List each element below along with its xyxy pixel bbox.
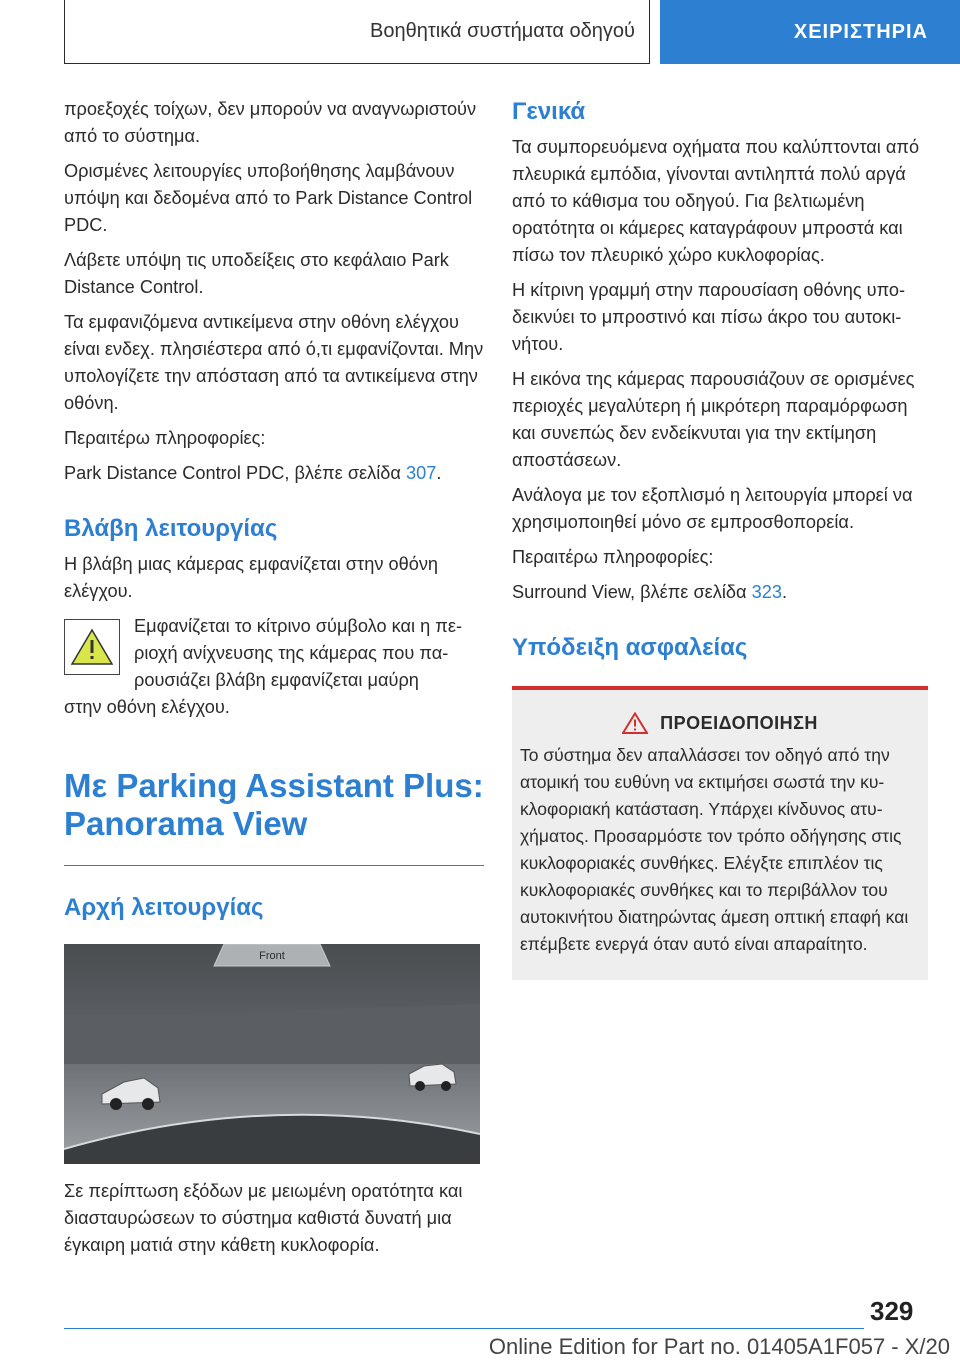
- footer-divider: [64, 1328, 864, 1329]
- main-heading: Με Parking Assistant Plus: Panorama View: [64, 767, 484, 866]
- sv-page-link[interactable]: 323: [751, 582, 782, 602]
- header-section-title: Βοηθητικά συστήματα οδηγού: [370, 20, 635, 42]
- safety-heading: Υπόδειξη ασφαλείας: [512, 634, 748, 661]
- footer-edition: Online Edition for Part no. 01405A1F057 - X/20: [488, 1334, 950, 1359]
- warning-text: Το σύστημα δεν απαλλάσσει τον οδηγό από την ατομική του ευθύνη να εκτιμήσει σωστά την κυκλοφοριακή κατάσταση. Υπάρχει κίνδυνος ατυχήματος. Προσαρμόστε τον τρόπο οδήγησης στις κυκλοφοριακές συνθήκες. Ελέγξτε επιπλέον τις κυκλοφοριακές συνθήκες και το περιβάλλον του αυτοκινήτου διατηρώντας άμεση οπτική επαφή και επέμβετε ενεργά όταν αυτό είναι απαραίτητο.: [520, 745, 909, 954]
- paragraph: Σε περίπτωση εξόδων με μειωμένη ορατότητα και διασταυρώσεων το σύστημα καθιστά δυνατή μια έγκαιρη ματιά στην κάθετη κυκλοφορία.: [64, 1181, 463, 1255]
- front-label: Front: [259, 950, 285, 962]
- pdc-page-link[interactable]: 307: [406, 463, 437, 483]
- warning-title: ΠΡΟΕΙΔΟΠΟΙΗΣΗ: [660, 712, 818, 733]
- paragraph: Τα συμπορευόμενα οχήματα που καλύπτονται από πλευρικά εμπόδια, γίνονται αντιληπτά πολύ αργά από το κάθισμα του οδηγού. Για βελτιωμένη ορατότητα οι κάμερες καταγράφουν μπροστά και πίσω τον πλευρικό χώρο κυκλοφορίας.: [512, 137, 920, 265]
- warning-triangle-icon: [622, 712, 648, 734]
- paragraph: Ορισμένες λειτουργίες υποβοήθησης λαμβάνουν υπόψη και δεδομένα από το Park Distance Control PDC.: [64, 161, 473, 235]
- left-column: [64, 96, 484, 1267]
- principle-heading: Αρχή λειτουργίας: [64, 894, 264, 921]
- header-chapter-label: ΧΕΙΡΙΣΤΗΡΙΑ: [793, 20, 928, 43]
- fault-heading: Βλάβη λειτουργίας: [64, 515, 278, 542]
- general-heading: Γενικά: [512, 98, 586, 125]
- pdc-reference-text: Park Distance Control PDC, βλέπε σελίδα: [64, 463, 401, 483]
- fault-symbol-text: Εμφανίζεται το κίτρινο σύμβολο και η περιοχή ανίχνευσης της κάμερας που παρουσιάζει βλάβη εμφανίζεται μαύρη: [134, 616, 463, 690]
- paragraph: Λάβετε υπόψη τις υποδείξεις στο κεφάλαιο Park Distance Control.: [64, 250, 449, 297]
- warning-box: [512, 686, 928, 980]
- paragraph: προεξοχές τοίχων, δεν μπορούν να αναγνωριστούν από το σύστημα.: [64, 99, 477, 146]
- paragraph: Η βλάβη μιας κάμερας εμφανίζεται στην οθόνη ελέγχου.: [64, 554, 439, 601]
- pdc-reference: Park Distance Control PDC, βλέπε σελίδα 307.: [64, 463, 442, 483]
- more-info-label: Περαιτέρω πληροφορίες:: [64, 428, 266, 448]
- header-chapter-tab: [660, 0, 960, 64]
- paragraph: Η εικόνα της κάμερας παρουσιάζουν σε ορισμένες περιοχές μεγαλύτερη ή μικρότερη παραμόρφωση και συνεπώς δεν ενδείκνυται για την εκτίμηση αποστάσεων.: [512, 369, 915, 470]
- page-number: 329: [870, 1296, 914, 1326]
- yellow-warning-icon: [64, 619, 120, 675]
- paragraph: Τα εμφανιζόμενα αντικείμενα στην οθόνη ελέγχου είναι ενδεχ. πλησιέστερα από ό,τι εμφανίζονται. Μην υπολογίζετε την απόσταση από τα αντικείμενα στην οθόνη.: [64, 312, 484, 413]
- warning-title-row: [520, 712, 920, 734]
- panorama-view-image: [64, 944, 480, 1164]
- sv-reference: Surround View, βλέπε σελίδα 323.: [512, 582, 788, 602]
- fault-symbol-row: [64, 613, 484, 694]
- right-column: [512, 96, 928, 980]
- more-info-label: Περαιτέρω πληροφορίες:: [512, 547, 714, 567]
- sv-reference-text: Surround View, βλέπε σελίδα: [512, 582, 747, 602]
- paragraph: στην οθόνη ελέγχου.: [64, 697, 230, 717]
- paragraph: Ανάλογα με τον εξοπλισμό η λειτουργία μπορεί να χρησιμοποιηθεί μόνο σε εμπροσθοπορεία.: [512, 485, 913, 532]
- header-section-title-box: [64, 0, 650, 64]
- paragraph: Η κίτρινη γραμμή στην παρουσίαση οθόνης υποδεικνύει το μπροστινό και πίσω άκρο του αυτοκινήτου.: [512, 280, 906, 354]
